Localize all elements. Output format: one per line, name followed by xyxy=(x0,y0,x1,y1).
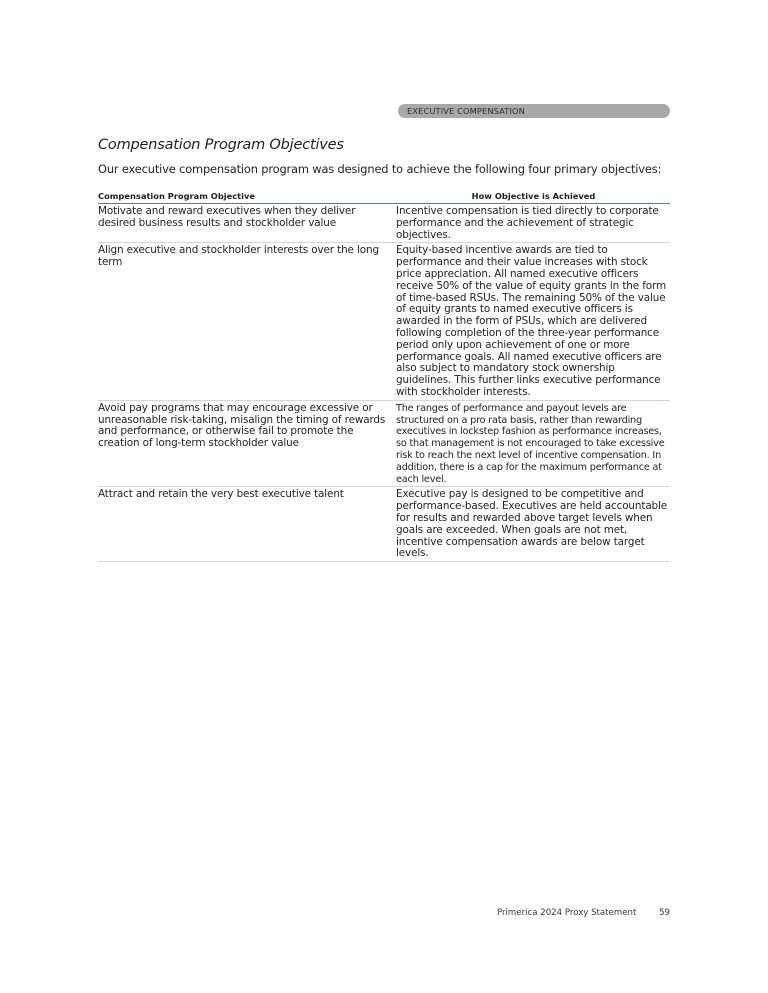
how-cell: Incentive compensation is tied directly to corporate performance and the achievement of strategic objectives. xyxy=(396,205,659,241)
column-header-objective: Compensation Program Objective xyxy=(98,191,256,201)
page-footer xyxy=(470,908,670,918)
objective-cell: Motivate and reward executives when they deliver desired business results and stockholder value xyxy=(98,205,356,229)
objective-cell: Align executive and stockholder interests over the long term xyxy=(98,244,379,269)
section-label: EXECUTIVE COMPENSATION xyxy=(398,104,670,118)
table-row xyxy=(98,243,670,400)
page-number: 59 xyxy=(659,908,670,918)
table-header xyxy=(98,190,670,204)
objective-cell: Avoid pay programs that may encourage excessive or unreasonable risk-taking, misalign the timing of rewards and performance, or otherwise fail to promote the creation of long-term stockholder value xyxy=(98,401,386,450)
objectives-table xyxy=(98,190,670,562)
how-cell: Equity-based incentive awards are tied to performance and their value increases with stock price appreciation. All named executive officers receive 50% of the value of equity grants in the form of time-based RSUs. The remaining 50% of the value of equity grants to named executive officers is awarded in the form of PSUs, which are delivered following completion of the three-year performance period only upon achievement of one or more performance goals. All named executive officers are also subject to mandatory stock ownership guidelines. This further links executive performance with stockholder interests. xyxy=(396,244,666,398)
objective-cell: Attract and retain the very best executive talent xyxy=(98,488,344,501)
table-row xyxy=(98,487,670,562)
table-row xyxy=(98,401,670,488)
how-cell: Executive pay is designed to be competitive and performance-based. Executives are held accountable for results and rewarded above target levels when goals are exceeded. When goals are not met, incentive compensation awards are below target levels. xyxy=(396,488,668,560)
table-row xyxy=(98,204,670,243)
how-cell: The ranges of performance and payout levels are structured on a pro rata basis, rather than rewarding executives in lockstep fashion as performance increases, so that management is not encouraged to take excessive risk to reach the next level of incentive compensation. In addition, there is a cap for the maximum performance at each level. xyxy=(396,402,665,485)
intro-paragraph: Our executive compensation program was designed to achieve the following four primary objectives: xyxy=(98,162,662,176)
page-title: Compensation Program Objectives xyxy=(98,137,344,153)
column-header-how: How Objective is Achieved xyxy=(471,191,596,201)
footer-document-title: Primerica 2024 Proxy Statement xyxy=(496,908,637,918)
